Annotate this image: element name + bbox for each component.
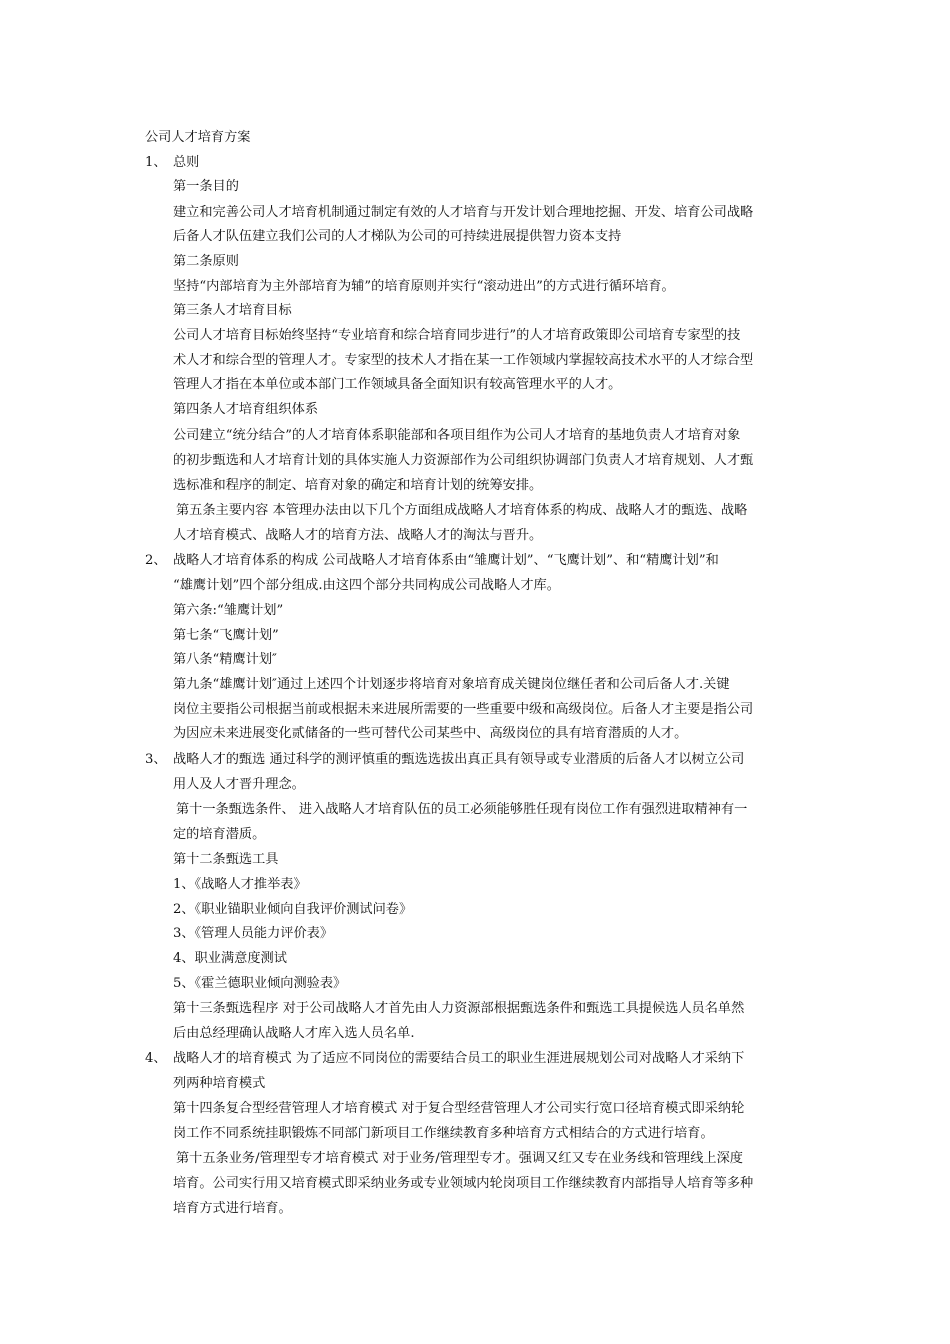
paragraph-line: 岗工作不同系统挂职锻炼不同部门新项目工作继续教育多种培育方式相结合的方式进行培育。 [173,1126,714,1141]
article-title: 第二条原则 [173,254,239,269]
paragraph-line: 列两种培育模式 [173,1076,266,1091]
document-title: 公司人才培育方案 [145,130,251,145]
paragraph-line: 人才培育模式、战略人才的培育方法、战略人才的淘汰与晋升。 [173,528,543,543]
paragraph-line: 战略人才培育体系的构成 公司战略人才培育体系由“雏鹰计划”、“飞鹰计划”、和“精鹰计划”和 [173,553,719,568]
paragraph-line: 建立和完善公司人才培育机制通过制定有效的人才培育与开发计划合理地挖掘、开发、培育公司战略 [173,205,754,220]
article-title: 第十二条甄选工具 [173,852,279,867]
paragraph-line: 管理人才指在本单位或本部门工作领域具备全面知识有较高管理水平的人才。 [173,377,622,392]
paragraph-line: 公司建立“统分结合”的人才培育体系职能部和各项目组作为公司人才培育的基地负责人才培育对象 [173,428,741,443]
paragraph-line: 选标准和程序的制定、培育对象的确定和培育计划的统筹安排。 [173,478,543,493]
article-title: 第四条人才培育组织体系 [173,402,319,417]
paragraph-line: 后备人才队伍建立我们公司的人才梯队为公司的可持续进展提供智力资本支持 [173,229,622,244]
list-item: 1、《战略人才推举表》 [173,877,307,892]
section-number: 2、 [145,553,167,568]
paragraph-line: 第十五条业务/管理型专才培育模式 对于业务/管理型专才。强调又红又专在业务线和管理线上深度 [176,1151,743,1166]
article-title: 第六条:“雏鹰计划” [173,603,284,618]
paragraph-line: 公司人才培育目标始终坚持“专业培育和综合培育同步进行”的人才培育政策即公司培育专家型的技 [173,328,741,343]
paragraph-line: 坚持“内部培育为主外部培育为辅”的培育原则并实行“滚动进出”的方式进行循环培育。 [173,279,675,294]
paragraph-line: 为因应未来进展变化贰储备的一些可替代公司某些中、高级岗位的具有培育潜质的人才。 [173,726,688,741]
list-item: 3、《管理人员能力评价表》 [173,926,334,941]
section-number: 4、 [145,1051,167,1066]
section-number: 3、 [145,752,167,767]
paragraph-line: “雄鹰计划”四个部分组成.由这四个部分共同构成公司战略人才库。 [173,578,560,593]
article-title: 第七条“飞鹰计划” [173,628,279,643]
list-item: 4、职业满意度测试 [173,951,287,966]
paragraph-line: 培育方式进行培育。 [173,1201,292,1216]
paragraph-line: 用人及人才晋升理念。 [173,777,305,792]
paragraph-line: 第十四条复合型经营管理人才培育模式 对于复合型经营管理人才公司实行宽口径培育模式即采纳轮 [173,1101,745,1116]
article-title: 第八条“精鹰计划″ [173,652,277,667]
list-item: 2、《职业锚职业倾向自我评价测试问卷》 [173,902,413,917]
list-item: 5、《霍兰德职业倾向测验表》 [173,976,347,991]
paragraph-line: 第九条“雄鹰计划″通过上述四个计划逐步将培育对象培育成关键岗位继任者和公司后备人才.关键 [173,677,730,692]
paragraph-line: 术人才和综合型的管理人才。专家型的技术人才指在某一工作领域内掌握较高技术水平的人才综合型 [173,353,754,368]
paragraph-line: 第五条主要内容 本管理办法由以下几个方面组成战略人才培育体系的构成、战略人才的甄选、战略 [176,503,748,518]
article-title: 第一条目的 [173,179,239,194]
paragraph-line: 岗位主要指公司根据当前或根据未来进展所需要的一些重要中级和高级岗位。后备人才主要是指公司 [173,702,754,717]
paragraph-line: 定的培育潜质。 [173,827,266,842]
section-number: 1、 [145,155,167,170]
paragraph-line: 战略人才的甄选 通过科学的测评慎重的甄选选拔出真正具有领导或专业潜质的后备人才以树立公司 [173,752,745,767]
paragraph-line: 战略人才的培育模式 为了适应不同岗位的需要结合员工的职业生涯进展规划公司对战略人才采纳下 [173,1051,745,1066]
section-heading: 总则 [173,155,200,170]
paragraph-line: 第十一条甄选条件、 进入战略人才培育队伍的员工必须能够胜任现有岗位工作有强烈进取精神有一 [176,802,748,817]
article-title: 第三条人才培育目标 [173,303,292,318]
paragraph-line: 后由总经理确认战略人才库入选人员名单. [173,1026,415,1041]
paragraph-line: 第十三条甄选程序 对于公司战略人才首先由人力资源部根据甄选条件和甄选工具提候选人员名单然 [173,1001,745,1016]
paragraph-line: 的初步甄选和人才培育计划的具体实施人力资源部作为公司组织协调部门负责人才培育规划、人才甄 [173,453,754,468]
paragraph-line: 培育。公司实行用又培育模式即采纳业务或专业领域内轮岗项目工作继续教育内部指导人培育等多种 [173,1176,754,1191]
